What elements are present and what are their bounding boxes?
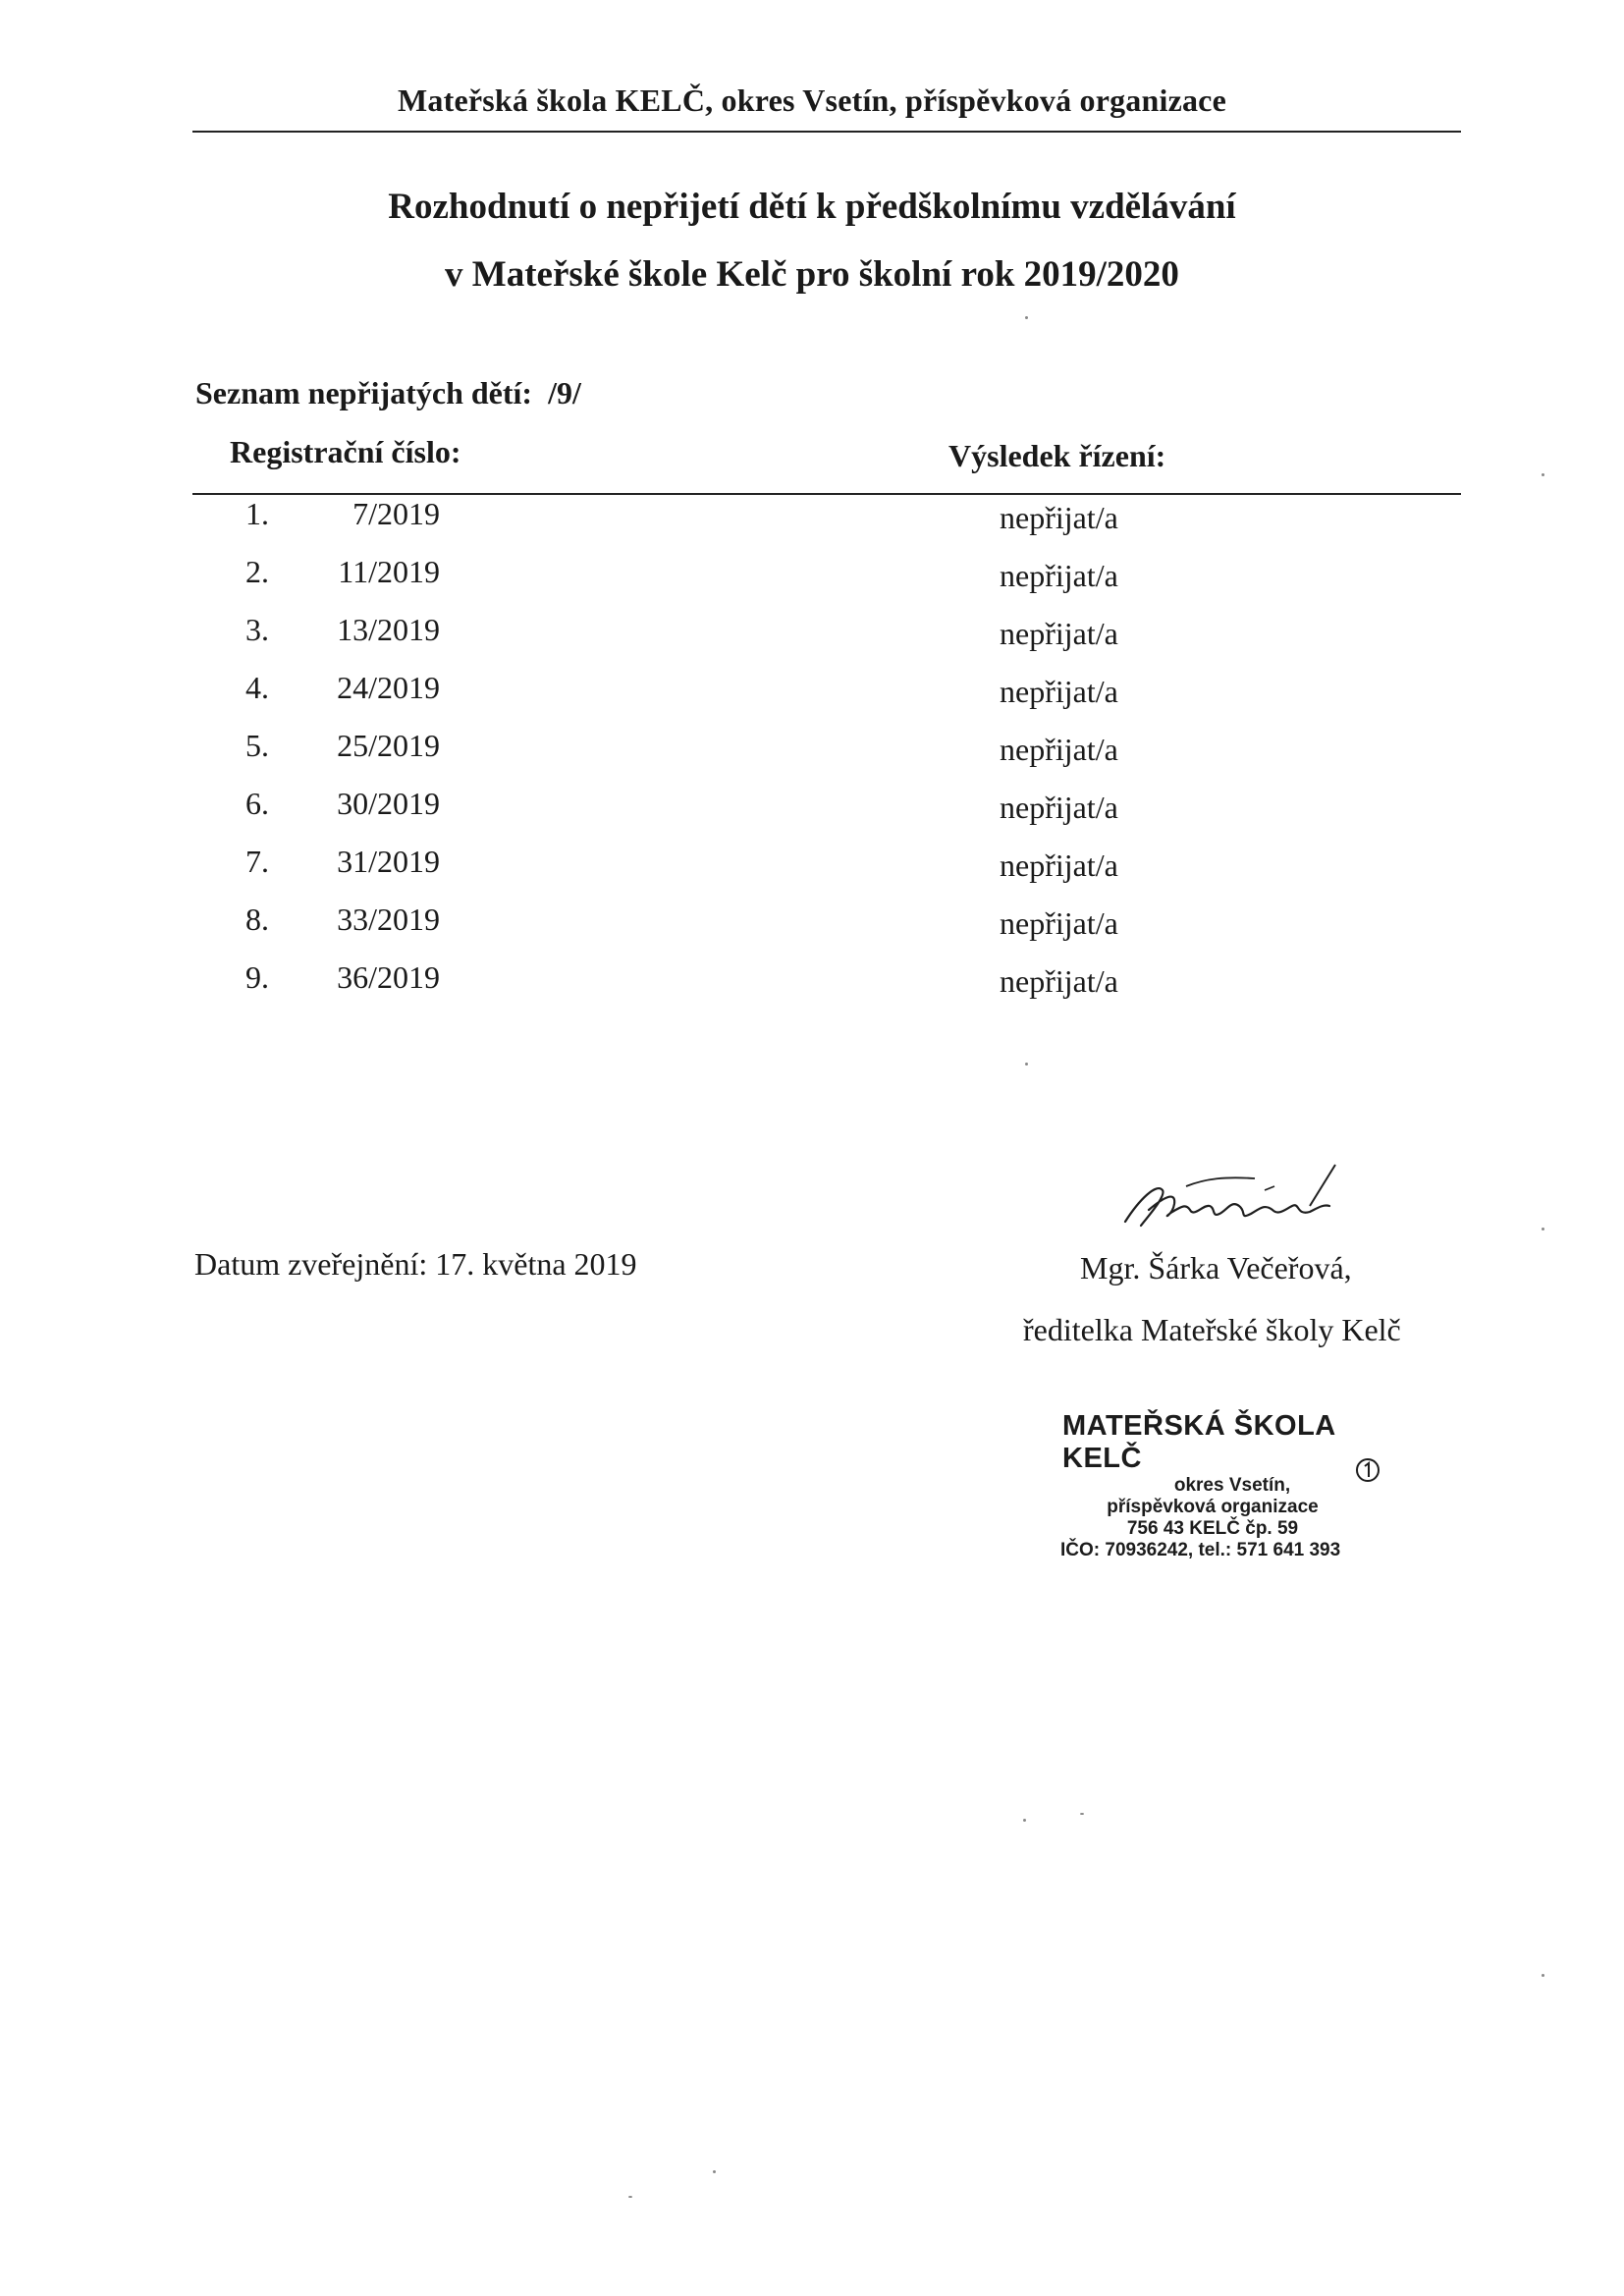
result-value: nepřijat/a — [1000, 790, 1118, 825]
organization-header: Mateřská škola KELČ, okres Vsetín, příspěvková organizace — [398, 82, 1226, 118]
row-number: 1. — [245, 496, 269, 531]
table-row — [0, 496, 1624, 545]
row-number: 9. — [245, 959, 269, 995]
stamp-line-district: okres Vsetín, — [1173, 1475, 1291, 1496]
registration-number: 7/2019 — [352, 496, 440, 531]
registration-number: 25/2019 — [337, 728, 440, 763]
registration-number: 13/2019 — [337, 612, 440, 647]
scan-speck — [1542, 1974, 1544, 1977]
registration-number: 36/2019 — [337, 959, 440, 995]
table-row — [0, 728, 1624, 777]
scan-speck — [628, 2196, 632, 2198]
scan-speck — [1542, 473, 1544, 476]
registration-number: 31/2019 — [337, 844, 440, 879]
registration-number: 30/2019 — [337, 786, 440, 821]
result-value: nepřijat/a — [1000, 847, 1118, 883]
scan-speck — [713, 2170, 716, 2173]
header-divider — [192, 131, 1461, 133]
registration-number: 11/2019 — [338, 554, 440, 589]
signer-name: Mgr. Šárka Večeřová, — [1080, 1250, 1352, 1285]
signer-role: ředitelka Mateřské školy Kelč — [1023, 1312, 1401, 1347]
result-value: nepřijat/a — [1000, 558, 1118, 593]
scan-speck — [1542, 1228, 1544, 1230]
stamp-title: MATEŘSKÁ ŠKOLA KELČ — [1062, 1410, 1335, 1474]
result-value: nepřijat/a — [1000, 500, 1118, 535]
table-row — [0, 902, 1624, 951]
row-number: 3. — [245, 612, 269, 647]
row-number: 5. — [245, 728, 269, 763]
scan-speck — [1023, 1819, 1026, 1822]
result-value: nepřijat/a — [1000, 674, 1118, 709]
stamp-line-address: 756 43 KELČ čp. 59 — [1126, 1518, 1299, 1539]
table-row — [0, 844, 1624, 893]
stamp-line-contact: IČO: 70936242, tel.: 571 641 393 — [1060, 1540, 1341, 1560]
registration-number: 24/2019 — [337, 670, 440, 705]
row-number: 8. — [245, 902, 269, 937]
table-divider — [192, 493, 1461, 495]
row-number: 2. — [245, 554, 269, 589]
list-heading: Seznam nepřijatých dětí: /9/ — [195, 375, 581, 410]
result-value: nepřijat/a — [1000, 616, 1118, 651]
table-row — [0, 959, 1624, 1009]
table-row — [0, 554, 1624, 603]
row-number: 4. — [245, 670, 269, 705]
result-value: nepřijat/a — [1000, 963, 1118, 999]
school-stamp — [1060, 1410, 1394, 1561]
publication-date: Datum zveřejnění: 17. května 2019 — [194, 1246, 637, 1282]
registration-number: 33/2019 — [337, 902, 440, 937]
stamp-line-organization: příspěvková organizace — [1107, 1497, 1319, 1517]
handwritten-signature — [1117, 1161, 1353, 1247]
table-row — [0, 786, 1624, 835]
scan-speck — [1025, 1063, 1028, 1066]
scan-speck — [1025, 316, 1028, 319]
table-row — [0, 670, 1624, 719]
row-number: 6. — [245, 786, 269, 821]
scan-speck — [1080, 1813, 1084, 1815]
result-value: nepřijat/a — [1000, 905, 1118, 941]
result-value: nepřijat/a — [1000, 732, 1118, 767]
column-header-result: Výsledek řízení: — [948, 438, 1166, 473]
document-title-line-2: v Mateřské škole Kelč pro školní rok 2019/2020 — [445, 254, 1179, 295]
document-title-line-1: Rozhodnutí o nepřijetí dětí k předškolnímu vzdělávání — [388, 187, 1236, 227]
stamp-circle-icon — [1355, 1457, 1380, 1483]
table-row — [0, 612, 1624, 661]
row-number: 7. — [245, 844, 269, 879]
column-header-registration: Registrační číslo: — [230, 434, 461, 469]
